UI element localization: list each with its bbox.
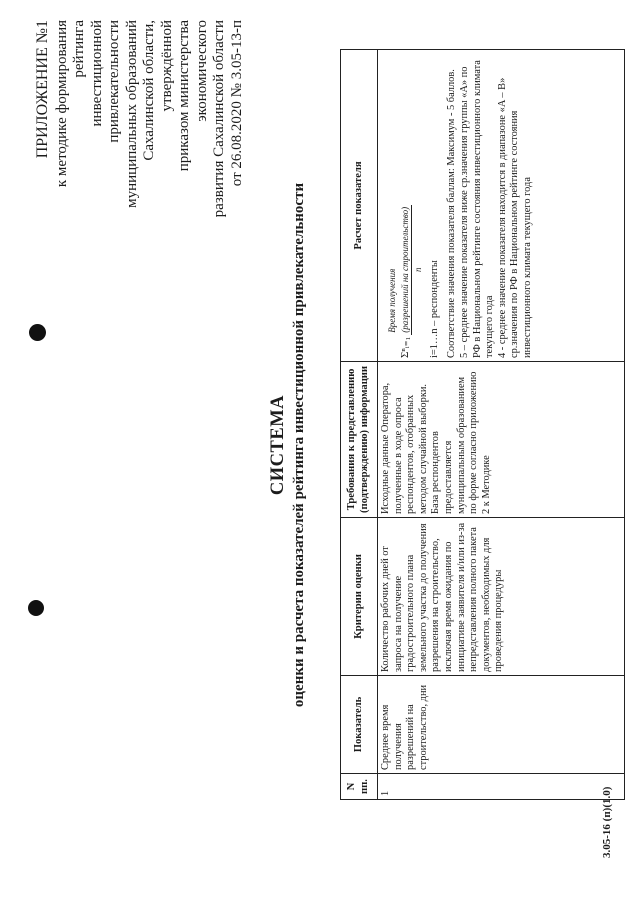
formula-numerator: Время получения (разрешений на строительство) (386, 205, 412, 335)
sum-symbol: Σⁿᵢ₌₁ (399, 336, 412, 358)
score-para: Соответствие значения показателя баллам: Максимум - 5 баллов. (446, 69, 458, 358)
table-row (378, 50, 625, 800)
table-header-row (341, 50, 378, 800)
numerator-line2: разрешений на строительство (399, 209, 410, 330)
col-header-criteria: Критерии оценки (341, 518, 378, 676)
appendix-title: ПРИЛОЖЕНИЕ №1 (34, 20, 51, 159)
header-line: инвестиционной привлекательности (88, 20, 122, 143)
index-note: i=1…n – респонденты (428, 260, 440, 358)
header-line: приказом министерства экономического (176, 20, 210, 172)
col-header-calc: Расчет показателя (341, 50, 378, 362)
cell-calc (378, 50, 625, 362)
col-header-indicator: Показатель (341, 676, 378, 774)
numerator-line1: Время получения (387, 268, 397, 333)
form-code: 3.05-16 (п)(1.0) (601, 786, 613, 858)
calc-formula (386, 53, 425, 358)
indicator-table (340, 49, 625, 800)
header-line: к методике формирования рейтинга (53, 20, 87, 188)
formula-denominator: n (413, 267, 424, 273)
header-line: от 26.08.2020 № 3.05-13-п (228, 20, 245, 187)
col-header-num: N пп. (341, 774, 378, 800)
header-line: Сахалинской области, утверждённой (141, 20, 175, 161)
cell-num: 1 (378, 774, 625, 800)
formula-fraction (386, 205, 425, 335)
score-para: 5 – среднее значение показателя ниже ср.значения группы «A» по РФ в Национальном рейтинге состояния инвестиционного климата текущего года (458, 60, 496, 358)
cell-requirements (378, 362, 625, 518)
col-header-requirements: Требования к представлению (подтверждению) информации (341, 362, 378, 518)
score-para: 4 - среднее значение показателя находится в диапазоне «A – B» ср.значения по РФ в Национальном рейтинге состояния инвестиционного климата текущего года (496, 77, 533, 358)
document-title (268, 65, 308, 825)
header-line: муниципальных образований (123, 20, 140, 208)
title-main: СИСТЕМА (268, 394, 288, 496)
title-sub: оценки и расчета показателей рейтинга инвестиционной привлекательности (291, 182, 307, 708)
requirements-para: База респондентов предоставляется муниципальным образованием по форме согласно приложению 2 к Методике (430, 371, 492, 514)
cell-criteria: Количество рабочих дней от запроса на получение градостроительного плана земельного участка до получения разрешения на строительство, исключая время ожидания по инициативе заявителя и/или из-за непредставления полного пакета документов, необходимых для проведения процедуры (378, 518, 625, 676)
requirements-para: Исходные данные Оператора, полученные в ходе опроса респондентов, отобранных методом случайной выборки. (380, 382, 429, 514)
cell-indicator: Среднее время получения разрешений на строительство, дни (378, 676, 625, 774)
appendix-header (34, 20, 246, 225)
header-line: развития Сахалинской области (211, 20, 227, 218)
